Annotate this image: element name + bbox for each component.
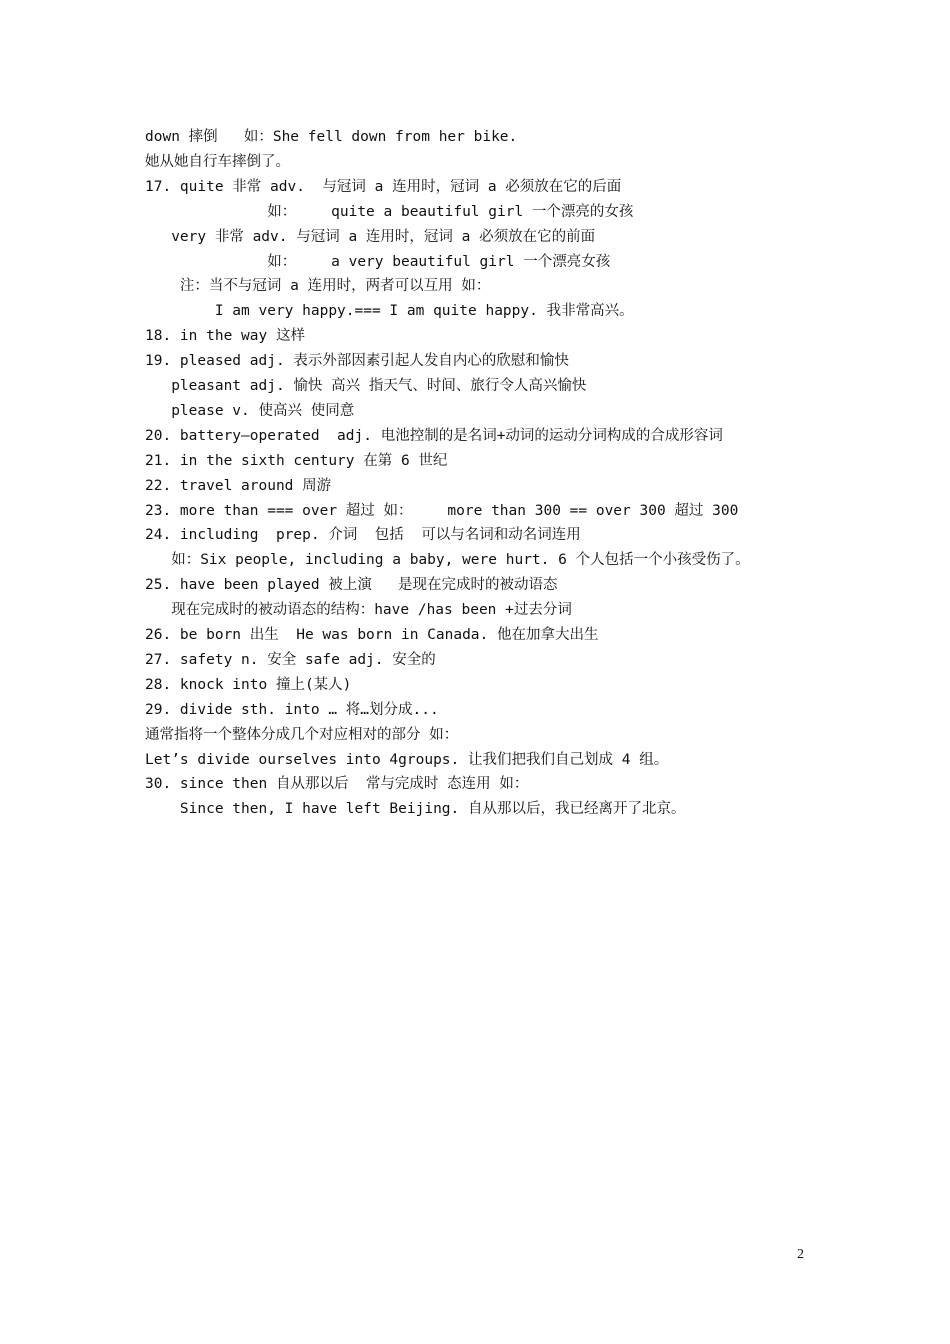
text-line: 27. safety n. 安全 safe adj. 安全的 — [145, 651, 436, 668]
text-line: Since then, I have left Beijing. 自从那以后，我已经离开了北京。 — [145, 801, 686, 818]
text-line: 22. travel around 周游 — [145, 477, 332, 494]
text-line: 19. pleased adj. 表示外部因素引起人发自内心的欣慰和愉快 — [145, 353, 569, 370]
text-line: I am very happy.=== I am quite happy. 我非常高兴。 — [145, 303, 634, 320]
text-line: pleasant adj. 愉快 高兴 指天气、时间、旅行令人高兴愉快 — [145, 378, 587, 394]
text-line: 23. more than === over 超过 如： more than 300 == over 300 超过 300 — [145, 502, 739, 519]
text-line: down 摔倒 如：She fell down from her bike. — [145, 129, 518, 145]
text-line: please v. 使高兴 使同意 — [145, 402, 355, 419]
text-line: 24. including prep. 介词 包括 可以与名词和动名词连用 — [145, 527, 581, 544]
text-line: 20. battery—operated adj. 电池控制的是名词+动词的运动分词构成的合成形容词 — [145, 427, 723, 444]
text-line: 通常指将一个整体分成几个对应相对的部分 如： — [145, 726, 459, 743]
text-line: 17. quite 非常 adv. 与冠词 a 连用时，冠词 a 必须放在它的后面 — [145, 178, 622, 195]
text-line: 29. divide sth. into … 将…划分成... — [145, 701, 439, 718]
text-line: 18. in the way 这样 — [145, 328, 305, 345]
text-line: 如：Six people, including a baby, were hurt. 6 个人包括一个小孩受伤了。 — [145, 552, 750, 569]
text-line: 如： quite a beautiful girl 一个漂亮的女孩 — [145, 203, 634, 220]
page-number: 2 — [797, 1247, 804, 1262]
text-line: 30. since then 自从那以后 常与完成时 态连用 如： — [145, 776, 529, 793]
text-line: very 非常 adv. 与冠词 a 连用时，冠词 a 必须放在它的前面 — [145, 228, 596, 245]
text-line: 25. have been played 被上演 是现在完成时的被动语态 — [145, 577, 558, 594]
text-line: 如： a very beautiful girl 一个漂亮女孩 — [145, 253, 611, 270]
text-line: 她从她自行车摔倒了。 — [145, 153, 290, 170]
text-line: 26. be born 出生 He was born in Canada. 他在加拿大出生 — [145, 627, 599, 643]
text-line: Let’s divide ourselves into 4groups. 让我们把我们自己划成 4 组。 — [145, 751, 669, 768]
text-line: 21. in the sixth century 在第 6 世纪 — [145, 452, 448, 469]
text-line: 现在完成时的被动语态的结构：have /has been +过去分词 — [145, 602, 572, 619]
text-line: 28. knock into 撞上(某人) — [145, 676, 352, 693]
text-line: 注：当不与冠词 a 连用时，两者可以互用 如： — [145, 278, 491, 295]
